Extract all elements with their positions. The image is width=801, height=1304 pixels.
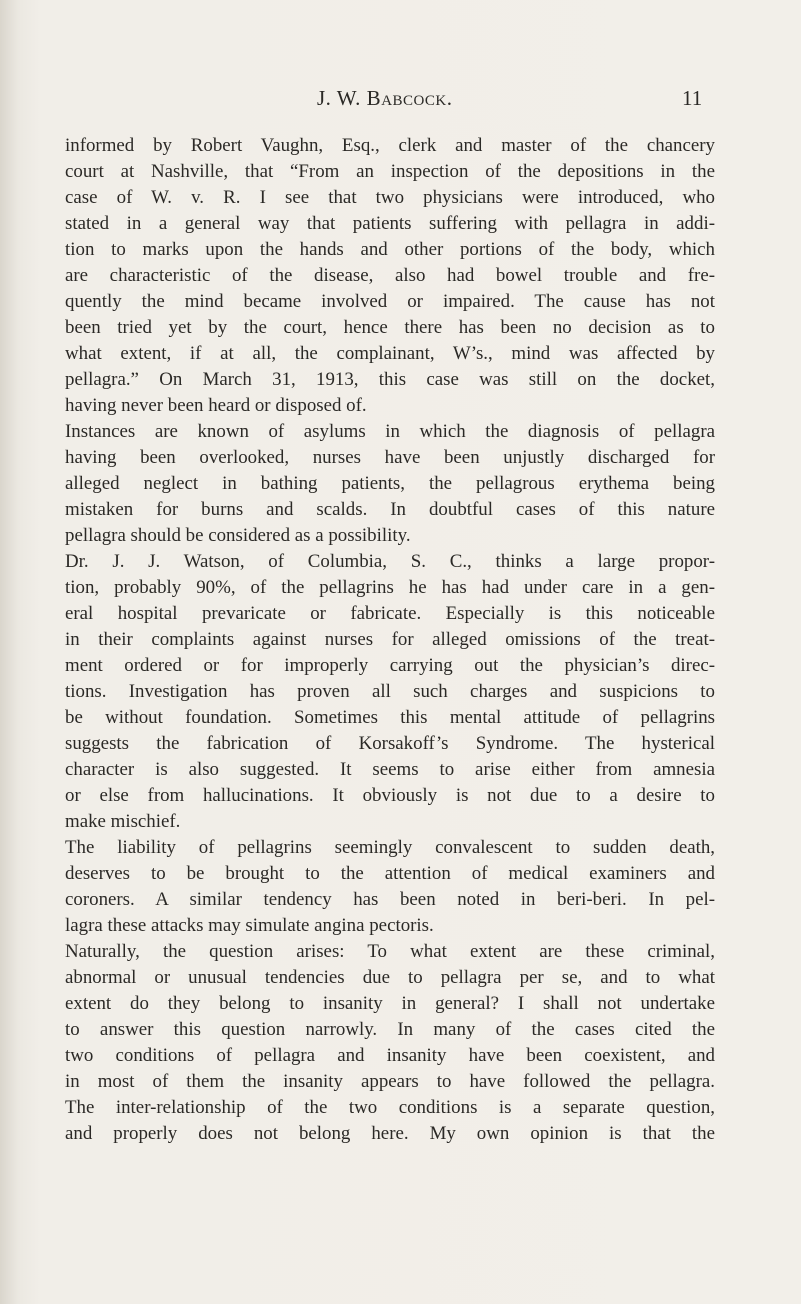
text-line: are characteristic of the disease, also had bowel trouble and fre-: [65, 265, 715, 286]
text-line: The inter-relationship of the two conditions is a separate question,: [65, 1097, 715, 1118]
text-line: stated in a general way that patients suffering with pellagra in addi-: [65, 213, 715, 234]
page-number: 11: [682, 86, 703, 110]
text-line: The liability of pellagrins seemingly convalescent to sudden death,: [65, 837, 715, 858]
text-line: pellagra.” On March 31, 1913, this case was still on the docket,: [65, 369, 715, 390]
text-line: coroners. A similar tendency has been noted in beri-beri. In pel-: [65, 889, 715, 910]
text-line: pellagra should be considered as a possibility.: [65, 525, 411, 546]
text-line: quently the mind became involved or impaired. The cause has not: [65, 291, 715, 312]
body-text: [65, 133, 715, 1147]
text-line: Instances are known of asylums in which the diagnosis of pellagra: [65, 421, 715, 442]
text-line: abnormal or unusual tendencies due to pellagra per se, and to what: [65, 967, 715, 988]
text-line: character is also suggested. It seems to arise either from amnesia: [65, 759, 715, 780]
text-line: Naturally, the question arises: To what extent are these criminal,: [65, 941, 715, 962]
text-line: to answer this question narrowly. In many of the cases cited the: [65, 1019, 715, 1040]
text-line: suggests the fabrication of Korsakoff’s Syndrome. The hysterical: [65, 733, 715, 754]
text-line: in most of them the insanity appears to have followed the pellagra.: [65, 1071, 715, 1092]
text-line: tion, probably 90%, of the pellagrins he has had under care in a gen-: [65, 577, 715, 598]
text-line: mistaken for burns and scalds. In doubtful cases of this nature: [65, 499, 715, 520]
text-line: in their complaints against nurses for alleged omissions of the treat-: [65, 629, 715, 650]
text-line: having never been heard or disposed of.: [65, 395, 367, 416]
text-line: deserves to be brought to the attention of medical examiners and: [65, 863, 715, 884]
running-title: J. W. Babcock.: [317, 86, 453, 110]
text-line: tion to marks upon the hands and other portions of the body, which: [65, 239, 715, 260]
text-line: Dr. J. J. Watson, of Columbia, S. C., thinks a large propor-: [65, 551, 715, 572]
text-line: lagra these attacks may simulate angina pectoris.: [65, 915, 434, 936]
text-line: extent do they belong to insanity in general? I shall not undertake: [65, 993, 715, 1014]
text-line: and properly does not belong here. My own opinion is that the: [65, 1123, 715, 1144]
text-line: informed by Robert Vaughn, Esq., clerk and master of the chancery: [65, 135, 715, 156]
text-line: having been overlooked, nurses have been unjustly discharged for: [65, 447, 715, 468]
text-line: tions. Investigation has proven all such charges and suspicions to: [65, 681, 715, 702]
text-line: or else from hallucinations. It obviously is not due to a desire to: [65, 785, 715, 806]
text-line: make mischief.: [65, 811, 181, 832]
text-line: alleged neglect in bathing patients, the pellagrous erythema being: [65, 473, 715, 494]
text-line: be without foundation. Sometimes this mental attitude of pellagrins: [65, 707, 715, 728]
text-line: eral hospital prevaricate or fabricate. Especially is this noticeable: [65, 603, 715, 624]
text-line: ment ordered or for improperly carrying out the physician’s direc-: [65, 655, 715, 676]
running-head: [0, 86, 801, 110]
text-line: court at Nashville, that “From an inspection of the depositions in the: [65, 161, 715, 182]
text-line: two conditions of pellagra and insanity have been coexistent, and: [65, 1045, 715, 1066]
text-line: been tried yet by the court, hence there has been no decision as to: [65, 317, 715, 338]
text-line: what extent, if at all, the complainant, W’s., mind was affected by: [65, 343, 715, 364]
text-line: case of W. v. R. I see that two physicians were introduced, who: [65, 187, 715, 208]
